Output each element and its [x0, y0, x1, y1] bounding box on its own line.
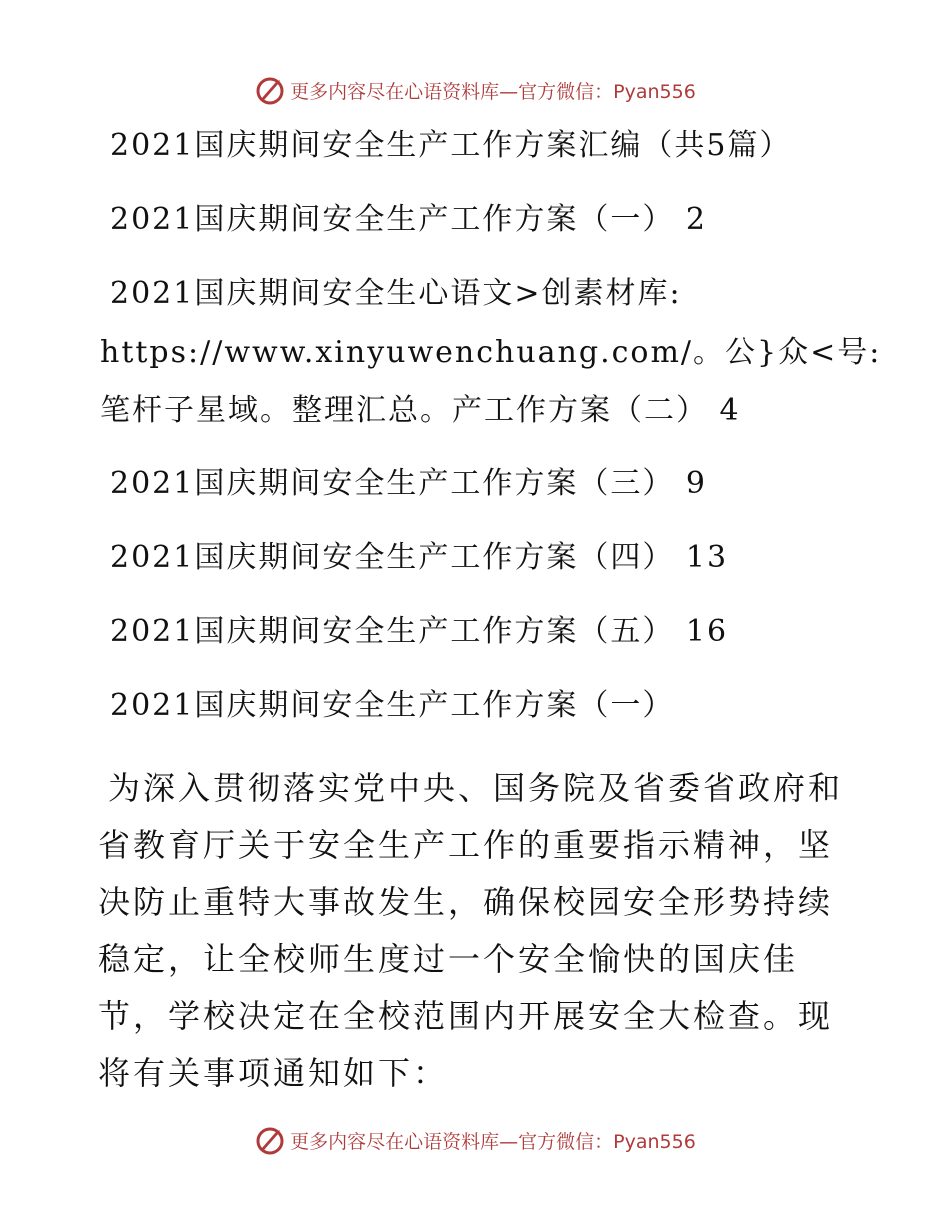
toc-entry-2-line-3: 笔杆子星域。整理汇总。产工作方案（二） 4	[100, 393, 741, 428]
toc-entry-2-line-1: 2021国庆期间安全生心语文>创素材库:	[110, 276, 682, 311]
toc-entry-3: 2021国庆期间安全生产工作方案（三） 9	[110, 466, 707, 501]
toc-entry-2-line-2: https://www.xinyuwenchuang.com/。公}众<号:	[100, 335, 882, 370]
header-banner	[0, 70, 950, 110]
toc-entry-1: 2021国庆期间安全生产工作方案（一） 2	[110, 202, 707, 237]
section-paragraph-text: 为深入贯彻落实党中央、国务院及省委省政府和省教育厅关于安全生产工作的重要指示精神，坚决防止重特大事故发生，确保校园安全形势持续稳定，让全校师生度过一个安全愉快的国庆佳节，学校决定在全校范围内开展安全大检查。现将有关事项通知如下：	[98, 769, 844, 1092]
toc-title: 2021国庆期间安全生产工作方案汇编（共5篇）	[110, 128, 792, 163]
header-banner-text: 更多内容尽在心语资料库—官方微信：Pyan556	[290, 80, 696, 103]
toc-entry-5: 2021国庆期间安全生产工作方案（五） 16	[110, 614, 729, 649]
quill-logo-icon	[254, 74, 286, 106]
section-heading: 2021国庆期间安全生产工作方案（一）	[110, 688, 675, 723]
toc-entry-4: 2021国庆期间安全生产工作方案（四） 13	[110, 540, 729, 575]
footer-banner-text: 更多内容尽在心语资料库—官方微信：Pyan556	[290, 1130, 696, 1153]
footer-banner	[0, 1120, 950, 1160]
quill-logo-icon	[254, 1124, 286, 1156]
section-paragraph	[98, 760, 858, 1102]
